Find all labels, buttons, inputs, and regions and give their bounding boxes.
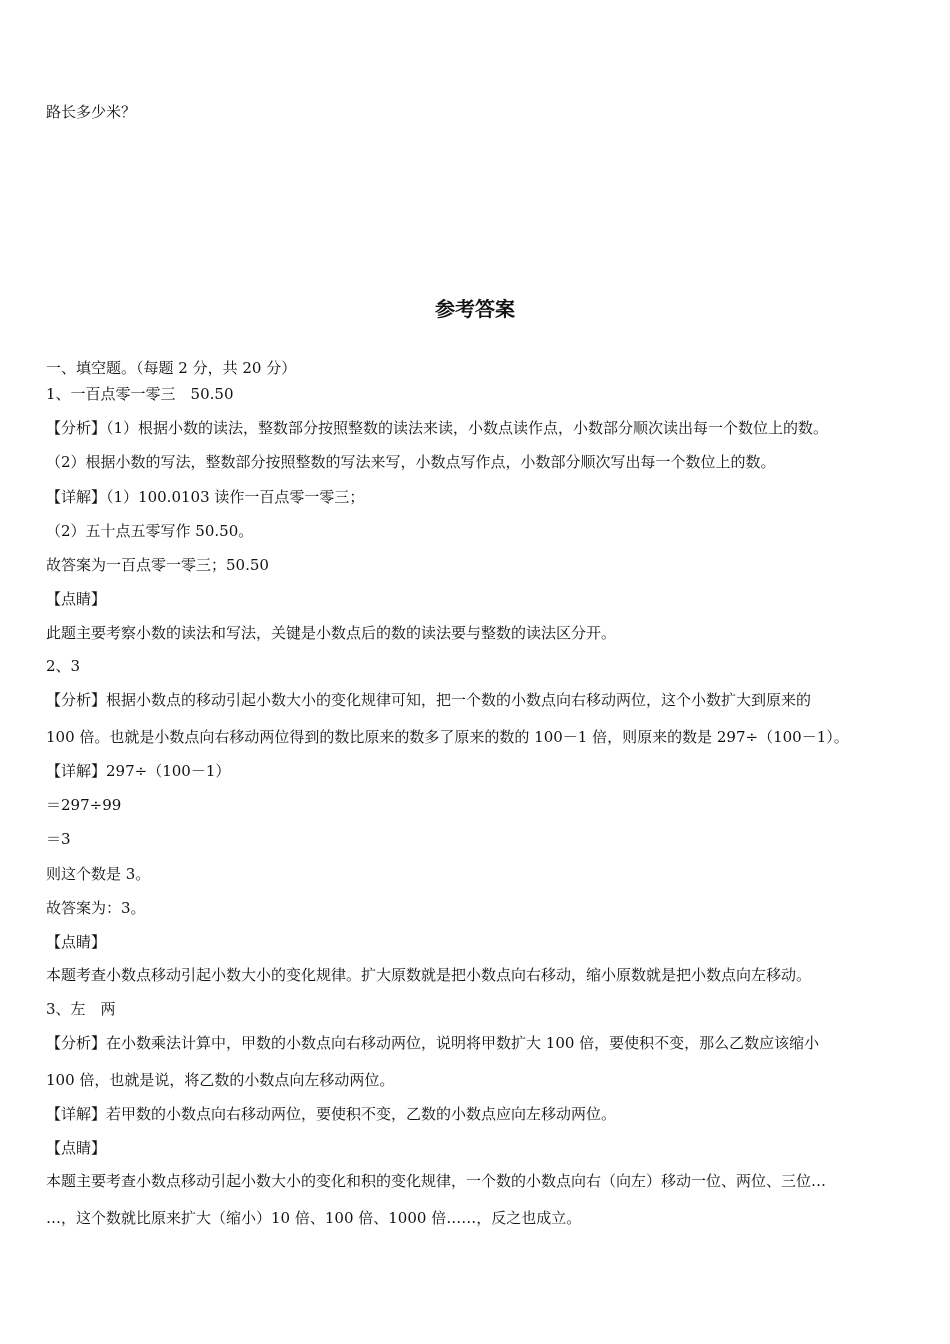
q3-answer: 3、左 两 [46,1000,116,1018]
q2-analysis-line-1: 【分析】根据小数点的移动引起小数大小的变化规律可知，把一个数的小数点向右移动两位，这个小数扩大到原来的 [46,691,812,709]
q1-analysis-line-1: 【分析】（1）根据小数的读法，整数部分按照整数的读法来读，小数点读作点，小数部分顺次读出每一个数位上的数。 [46,419,829,437]
q3-detail-line-1: 【详解】若甲数的小数点向右移动两位，要使积不变，乙数的小数点应向左移动两位。 [46,1105,617,1123]
q3-analysis-line-1: 【分析】在小数乘法计算中，甲数的小数点向右移动两位，说明将甲数扩大 100 倍，要使积不变，那么乙数应该缩小 [46,1034,820,1052]
q3-tip-line-2: …，这个数就比原来扩大（缩小）10 倍、100 倍、1000 倍……，反之也成立。 [46,1209,582,1227]
q3-analysis-line-2: 100 倍，也就是说，将乙数的小数点向左移动两位。 [46,1071,395,1089]
q2-detail-line-4: 则这个数是 3。 [46,865,151,883]
q1-detail-line-2: （2）五十点五零写作 50.50。 [46,522,254,540]
q2-detail-line-1: 【详解】297÷（100－1） [46,762,231,780]
section-heading: 一、填空题。（每题 2 分，共 20 分） [46,359,297,377]
q1-tip-label: 【点睛】 [46,590,107,608]
q2-detail-line-3: ＝3 [46,830,71,848]
q3-tip-line-1: 本题主要考查小数点移动引起小数大小的变化和积的变化规律，一个数的小数点向右（向左）移动一位、两位、三位… [46,1172,827,1190]
q2-tip: 本题考查小数点移动引起小数大小的变化规律。扩大原数就是把小数点向右移动，缩小原数就是把小数点向左移动。 [46,966,812,984]
q1-conclusion: 故答案为一百点零一零三；50.50 [46,556,269,574]
q1-tip: 此题主要考察小数的读法和写法，关键是小数点后的数的读法要与整数的读法区分开。 [46,624,617,642]
q1-analysis-line-2: （2）根据小数的写法，整数部分按照整数的写法来写，小数点写作点，小数部分顺次写出每一个数位上的数。 [46,453,776,471]
q1-answer: 1、一百点零一零三 50.50 [46,385,234,403]
q2-tip-label: 【点睛】 [46,933,107,951]
q2-conclusion: 故答案为：3。 [46,899,146,917]
answer-key-title: 参考答案 [435,297,515,321]
q2-detail-line-2: ＝297÷99 [46,796,122,814]
previous-question-tail: 路长多少米？ [46,103,137,121]
q2-answer: 2、3 [46,657,81,675]
q2-analysis-line-2: 100 倍。也就是小数点向右移动两位得到的数比原来的数多了原来的数的 100－1 倍，则原来的数是 297÷（100－1）。 [46,728,849,746]
q3-tip-label: 【点睛】 [46,1139,107,1157]
q1-detail-line-1: 【详解】（1）100.0103 读作一百点零一零三； [46,488,365,506]
